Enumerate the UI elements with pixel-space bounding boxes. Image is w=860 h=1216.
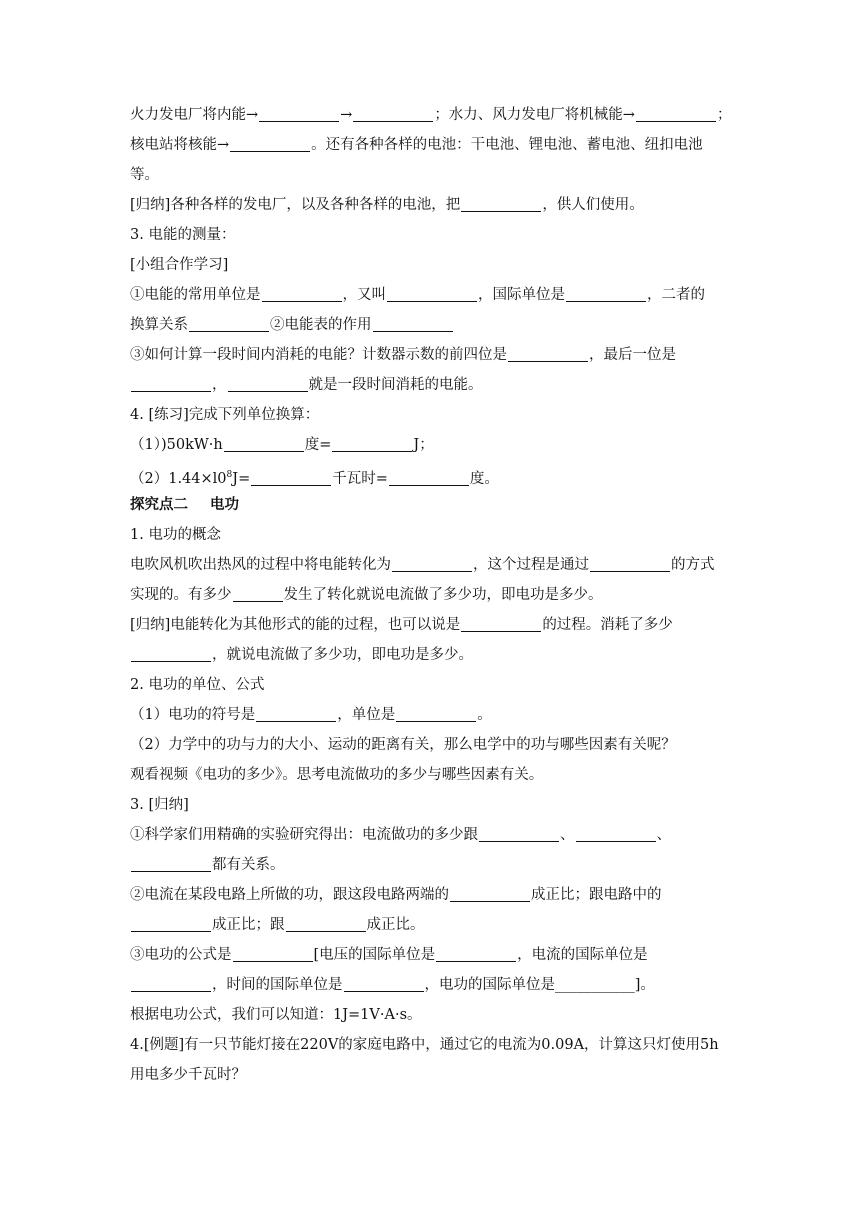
text: ，就说电流做了多少功，即电功是多少。 <box>212 647 473 663</box>
answer-blank[interactable] <box>131 975 211 992</box>
text-line <box>130 940 750 970</box>
answer-blank[interactable] <box>436 945 516 962</box>
document-page <box>130 100 750 1090</box>
text: J= <box>232 470 251 487</box>
text: ②电能表的作用 <box>270 317 372 333</box>
text: 。 <box>477 707 492 723</box>
answer-blank[interactable] <box>450 885 530 902</box>
answer-blank[interactable] <box>286 915 366 932</box>
answer-blank[interactable] <box>389 469 469 486</box>
text-line <box>130 190 750 220</box>
exercise-line <box>130 460 750 490</box>
text: 电功 <box>210 496 239 513</box>
text: ___________]。 <box>555 977 655 993</box>
text-line <box>130 550 750 580</box>
answer-blank[interactable] <box>576 825 656 842</box>
text: 3. 电能的测量： <box>130 227 236 243</box>
answer-blank[interactable] <box>396 705 476 722</box>
text: 就是一段时间消耗的电能。 <box>308 377 483 393</box>
text: 观看视频《电功的多少》。思考电流做功的多少与哪些因素有关。 <box>130 767 544 783</box>
text-line <box>130 610 750 640</box>
text: ， <box>212 377 227 393</box>
section-heading <box>130 400 750 430</box>
text: ，时间的国际单位是 <box>212 977 343 993</box>
text-line <box>130 250 750 280</box>
answer-blank[interactable] <box>224 435 304 452</box>
text: ①电能的常用单位是 <box>130 287 261 303</box>
text: 的方式 <box>671 557 715 573</box>
answer-blank[interactable] <box>461 195 541 212</box>
text-line <box>130 160 750 190</box>
answer-blank[interactable] <box>189 315 269 332</box>
text: 4.[例题]有一只节能灯接在220V的家庭电路中，通过它的电流为0.09A，计算这只灯使用5h <box>130 1037 719 1053</box>
answer-blank[interactable] <box>392 555 472 572</box>
section-heading <box>130 670 750 700</box>
text: [归纳]电能转化为其他形式的能的过程，也可以说是 <box>130 617 461 633</box>
text: 探究点二 <box>130 496 188 513</box>
answer-blank[interactable] <box>230 135 310 152</box>
text: ；水力、风力发电厂将机械能→ <box>434 107 635 123</box>
answer-blank[interactable] <box>479 825 559 842</box>
text-line <box>130 100 750 130</box>
text: 火力发电厂将内能→ <box>130 107 259 123</box>
example-question <box>130 1030 750 1060</box>
exponent: 8 <box>226 470 233 480</box>
text: ，国际单位是 <box>478 287 565 303</box>
text: 电吹风机吹出热风的过程中将电能转化为 <box>130 557 391 573</box>
text: [电压的国际单位是 <box>313 947 436 963</box>
text-line <box>130 340 750 370</box>
text: 用电多少千瓦时？ <box>130 1067 246 1083</box>
section-heading <box>130 520 750 550</box>
answer-blank[interactable] <box>590 555 670 572</box>
answer-blank[interactable] <box>131 375 211 392</box>
text: 成正比；跟电路中的 <box>531 887 662 903</box>
text-line <box>130 700 750 730</box>
answer-blank[interactable] <box>566 285 646 302</box>
text-line <box>130 1000 750 1030</box>
section-heading <box>130 220 750 250</box>
text: 1. 电功的概念 <box>130 527 221 543</box>
text: ，最后一位是 <box>589 347 676 363</box>
text: ，这个过程是通过 <box>473 557 589 573</box>
text-line <box>130 370 750 400</box>
text-line <box>130 970 750 1000</box>
answer-blank[interactable] <box>233 945 313 962</box>
text: 2. 电功的单位、公式 <box>130 677 265 693</box>
answer-blank[interactable] <box>344 975 424 992</box>
section-title <box>130 490 750 520</box>
text-line <box>130 910 750 940</box>
text: ③电功的公式是 <box>130 947 232 963</box>
text: ； <box>716 107 732 123</box>
text: （1）电功的符号是 <box>130 707 256 723</box>
text: 4. [练习]完成下列单位换算： <box>130 407 320 423</box>
exercise-line <box>130 430 750 460</box>
text: 换算关系 <box>130 317 188 333</box>
text: 度= <box>304 437 332 453</box>
text: 实现的。有多少 <box>130 587 232 603</box>
text: 等。 <box>130 167 159 183</box>
answer-blank[interactable] <box>131 915 211 932</box>
text: ③如何计算一段时间内消耗的电能？计数器示数的前四位是 <box>130 347 507 363</box>
text-line <box>130 760 750 790</box>
text-line <box>130 880 750 910</box>
example-question <box>130 1060 750 1090</box>
text: 核电站将核能→ <box>130 137 230 153</box>
text: 都有关系。 <box>212 857 285 873</box>
text: → <box>340 107 353 123</box>
answer-blank[interactable] <box>228 375 308 392</box>
text: ，单位是 <box>337 707 396 723</box>
text-line <box>130 820 750 850</box>
text: 发生了转化就说电流做了多少功，即电功是多少。 <box>283 587 603 603</box>
text: [归纳]各种各样的发电厂，以及各种各样的电池，把 <box>130 197 461 213</box>
text: 度。 <box>469 470 499 487</box>
text-line <box>130 310 750 340</box>
text: （1）)50kW·h <box>130 437 223 453</box>
answer-blank[interactable] <box>233 585 283 602</box>
text: 3. [归纳] <box>130 797 189 813</box>
text: J； <box>413 437 434 453</box>
answer-blank[interactable] <box>259 105 339 122</box>
text: 成正比；跟 <box>212 917 285 933</box>
text-line <box>130 130 750 160</box>
answer-blank[interactable] <box>387 285 477 302</box>
text-line <box>130 280 750 310</box>
text: （2）1.44×l0 <box>130 470 227 487</box>
text-line <box>130 730 750 760</box>
text: ，供人们使用。 <box>542 197 644 213</box>
text: 千瓦时= <box>332 470 388 487</box>
section-heading <box>130 790 750 820</box>
answer-blank[interactable] <box>461 615 541 632</box>
answer-blank[interactable] <box>353 105 433 122</box>
text: ，电功的国际单位是 <box>424 977 555 993</box>
text-line <box>130 640 750 670</box>
text: 、 <box>560 827 575 843</box>
answer-blank[interactable] <box>508 345 588 362</box>
answer-blank[interactable] <box>256 705 336 722</box>
text-line <box>130 850 750 880</box>
answer-blank[interactable] <box>332 435 412 452</box>
answer-blank[interactable] <box>131 855 211 872</box>
text: 成正比。 <box>366 917 425 933</box>
text: ②电流在某段电路上所做的功，跟这段电路两端的 <box>130 887 449 903</box>
text: 的过程。消耗了多少 <box>542 617 673 633</box>
text: ，二者的 <box>647 287 705 303</box>
answer-blank[interactable] <box>373 315 453 332</box>
text: 。还有各种各样的电池：干电池、锂电池、蓄电池、纽扣电池 <box>311 137 703 153</box>
answer-blank[interactable] <box>131 645 211 662</box>
answer-blank[interactable] <box>262 285 342 302</box>
text: （2）力学中的功与力的大小、运动的距离有关，那么电学中的功与哪些因素有关呢？ <box>130 737 676 753</box>
text: 根据电功公式，我们可以知道：1J=1V·A·s。 <box>130 1007 422 1023</box>
text: ①科学家们用精确的实验研究得出：电流做功的多少跟 <box>130 827 478 843</box>
text: 、 <box>656 827 671 843</box>
text-line <box>130 580 750 610</box>
text: ，电流的国际单位是 <box>517 947 648 963</box>
answer-blank[interactable] <box>251 469 331 486</box>
text: ，又叫 <box>342 287 386 303</box>
answer-blank[interactable] <box>636 105 716 122</box>
text: [小组合作学习] <box>130 257 229 273</box>
